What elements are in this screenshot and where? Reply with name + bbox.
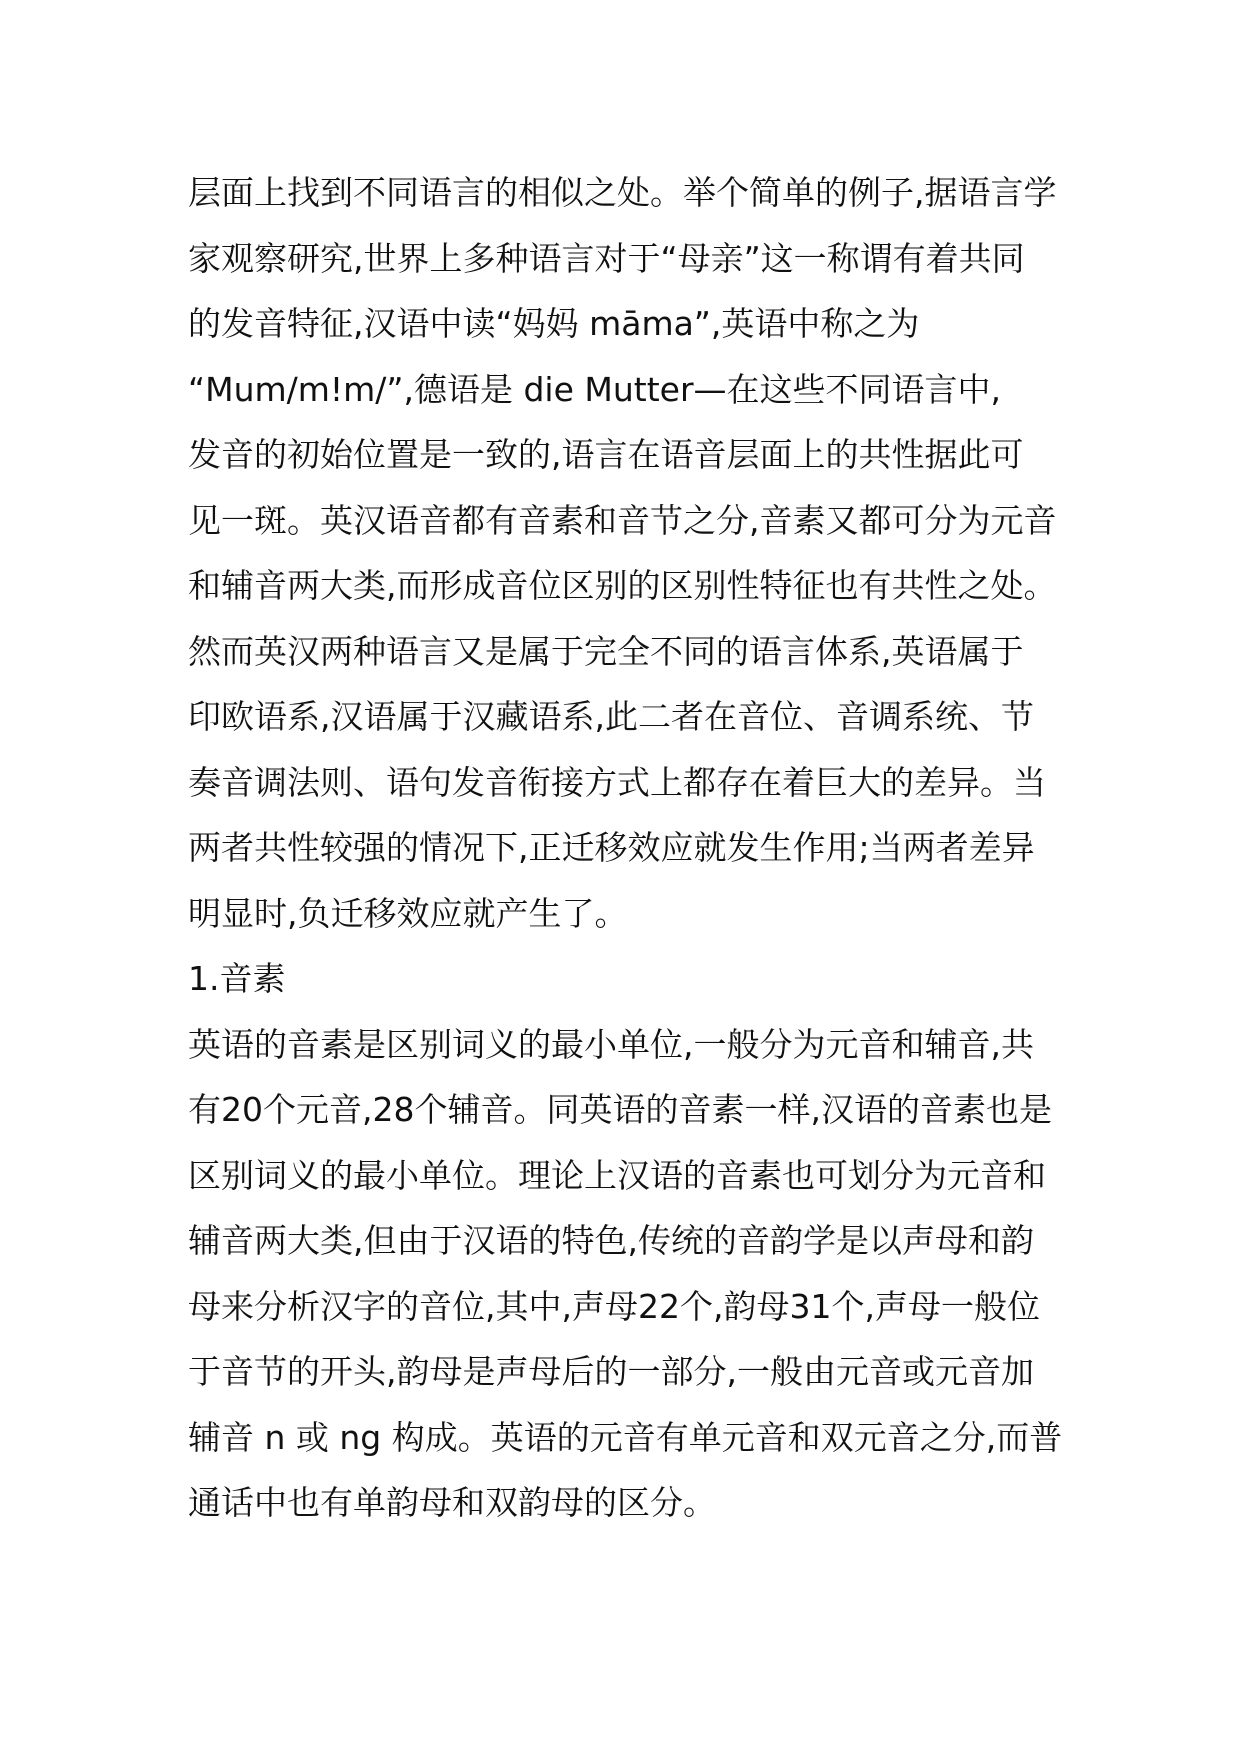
body-text — [188, 160, 1068, 1536]
text-line-8: 然而英汉两种语言又是属于完全不同的语言体系,英语属于 — [188, 631, 1024, 671]
text-line-2: 家观察研究,世界上多种语言对于“母亲”这一称谓有着共同 — [188, 238, 1025, 278]
text-line-21: 通话中也有单韵母和双韵母的区分。 — [188, 1483, 716, 1522]
text-line-19: 于音节的开头,韵母是声母后的一部分,一般由元音或元音加 — [188, 1352, 1034, 1391]
text-line-9: 印欧语系,汉语属于汉藏语系,此二者在音位、音调系统、节 — [188, 697, 1034, 736]
text-line-14: 英语的音素是区别词义的最小单位,一般分为元音和辅音,共 — [188, 1024, 1034, 1064]
text-line-5: 发音的初始位置是一致的,语言在语音层面上的共性据此可 — [188, 435, 1024, 474]
text-line-7: 和辅音两大类,而形成音位区别的区别性特征也有共性之处。 — [188, 566, 1057, 605]
text-line-4: “Mum/m!m/”,德语是 die Mutter—在这些不同语言中, — [188, 369, 1001, 409]
text-line-6: 见一斑。英汉语音都有音素和音节之分,音素又都可分为元音 — [188, 500, 1057, 540]
text-line-1: 层面上找到不同语言的相似之处。举个简单的例子,据语言学 — [188, 173, 1057, 212]
text-line-11: 两者共性较强的情况下,正迁移效应就发生作用;当两者差异 — [188, 828, 1035, 867]
text-line-10: 奏音调法则、语句发音衔接方式上都存在着巨大的差异。当 — [188, 762, 1046, 802]
section-heading: 1.音素 — [188, 959, 286, 998]
text-line-17: 辅音两大类,但由于汉语的特色,传统的音韵学是以声母和韵 — [188, 1221, 1034, 1260]
text-line-15: 有20个元音,28个辅音。同英语的音素一样,汉语的音素也是 — [188, 1090, 1052, 1129]
text-line-18: 母来分析汉字的音位,其中,声母22个,韵母31个,声母一般位 — [188, 1286, 1040, 1326]
text-line-12: 明显时,负迁移效应就产生了。 — [188, 893, 628, 933]
text-line-3: 的发音特征,汉语中读“妈妈 māma”,英语中称之为 — [188, 304, 920, 343]
text-line-20: 辅音 n 或 ng 构成。英语的元音有单元音和双元音之分,而普 — [188, 1417, 1063, 1457]
text-line-16: 区别词义的最小单位。理论上汉语的音素也可划分为元音和 — [188, 1155, 1046, 1195]
